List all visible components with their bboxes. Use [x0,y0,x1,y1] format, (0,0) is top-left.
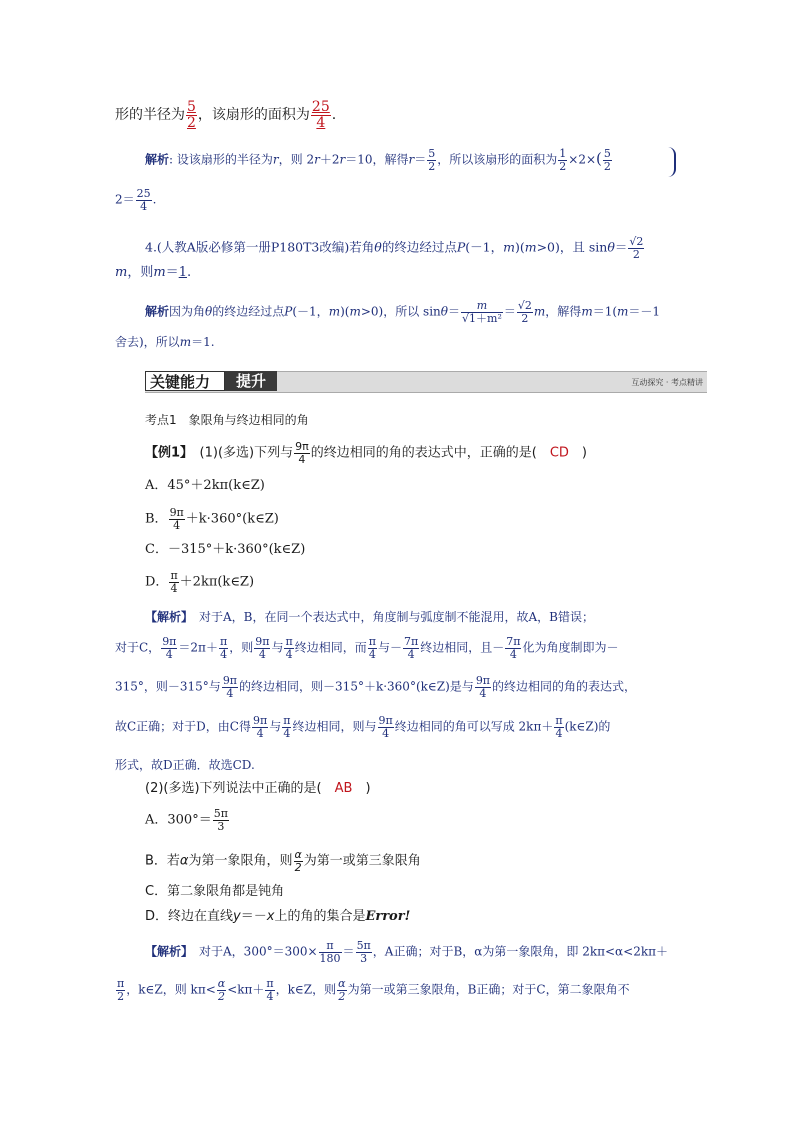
text: )( [514,239,525,255]
text: ，则 [229,640,254,655]
text: ×2× [568,152,597,167]
numerator: 9π [222,674,238,687]
answer: AB [334,781,353,796]
text: D．终边在直线 [145,909,234,924]
section-banner [145,371,707,393]
denominator: 4 [316,114,326,131]
solution-4-line2 [115,336,215,348]
example-2-question [145,782,371,795]
numerator: 9π [378,714,393,727]
text: ＝－ [240,909,267,924]
text: ，k∈Z，则 kπ< [126,982,216,997]
fraction [427,148,436,172]
denominator: 4 [382,726,390,740]
denominator: 4 [509,647,517,661]
var: θ [607,239,615,255]
fraction [461,300,503,324]
option-a: A．45°＋2kπ(k∈Z) [145,478,265,493]
ex2-option-d [145,910,410,923]
numerator: √2 [517,299,532,312]
text: ＋k·360°(k∈Z) [185,511,279,527]
text: )( [340,304,350,319]
numerator: α [338,977,346,990]
answer: 1 [178,265,187,280]
numerator: α [294,848,302,861]
denominator: 2 [603,159,611,173]
numerator: 25 [311,99,330,115]
var: m [115,265,128,280]
text: ) [568,445,587,461]
text: (1)(多选)下列与 [186,445,294,461]
numerator: 9π [253,714,268,727]
denominator: 4 [407,647,415,661]
denominator: √1＋m² [462,311,502,325]
example-1-solution-line2 [115,636,618,660]
text: A．300°＝ [145,812,212,828]
fraction [222,675,238,699]
text: ＝10，解得 [345,152,409,167]
text: 舍去)，所以 [115,335,180,349]
var: r [314,152,320,167]
text: 终边相同，则与 [292,719,377,734]
text: . [331,107,337,124]
numerator: π [219,635,228,648]
text: 故C正确；对于D，由C得 [115,719,251,734]
example-2-solution-line1 [145,940,668,964]
example-2-solution-line2 [115,978,630,1002]
numerator: 9π [162,635,177,648]
text: ，所以该扇形的面积为 [437,152,558,167]
example-1-solution-line4 [115,715,610,739]
example-1-question [145,441,587,465]
numerator: π [285,635,293,648]
fraction [217,978,226,1002]
numerator: 9π [169,506,184,519]
text: (2)(多选)下列说法中正确的是( [145,781,335,796]
text: 315°，则－315°与 [115,679,221,694]
numerator: π [117,977,125,990]
numerator: 5π [356,939,371,952]
denominator: 3 [360,951,368,965]
line-radius-area [115,100,336,130]
text: ＋2kπ(k∈Z) [179,574,255,590]
text: ，A正确；对于B，α为第一象限角，即 2kπ<α<2kπ＋ [372,944,668,959]
numerator: 1 [559,147,567,160]
topic-heading: 考点1 象限角与终边相同的角 [145,413,309,427]
var: r [272,152,279,167]
fraction [356,940,372,964]
numerator: 5 [428,147,436,160]
var: m [524,239,537,255]
text: >0)，且 sin [536,239,608,255]
text: <kπ＋ [227,982,265,997]
text: 的终边相同，则－315°＋k·360°(k∈Z)是与 [239,679,474,694]
banner-subtitle: 提升 [225,371,277,391]
denominator: 2 [338,989,346,1003]
fraction [403,636,419,660]
fraction [169,570,178,594]
numerator: π [319,940,342,953]
text: 终边相同，且－ [420,640,505,655]
denominator: 4 [258,647,266,661]
text: ，则 2 [278,152,315,167]
ex2-option-b [145,849,421,873]
solution-4-line1 [145,300,660,324]
numerator: 5π [213,807,228,820]
denominator: 4 [285,647,293,661]
var: m [533,304,546,319]
denominator: 4 [479,686,487,700]
fraction [558,148,567,172]
solution-1-line1: 解析: 设该扇形的半径为r，则 2r＋2r＝10，解得r＝ $\frac{5}{2}$ ，所以该扇形的面积为 $\frac{1}{2}$ ×2×( $\frac{5}{2}$ [145,147,611,173]
denominator: 4 [298,452,306,466]
text: 的终边经过点 [212,304,285,319]
text: ＝2π＋ [178,640,218,655]
text: . [186,265,192,280]
var: r [408,152,415,167]
denominator: 2 [428,159,436,173]
text: 的终边相同的角的表达式， [492,679,637,694]
text: 上的角的集合是 [274,909,366,924]
option-c: C．－315°＋k·360°(k∈Z) [145,542,306,557]
text: 化为角度制即为－ [522,640,619,655]
var: θ [205,304,213,319]
text: D． [145,574,169,590]
text: ) [352,781,371,796]
fraction [284,636,293,660]
var: x [266,909,275,924]
text: 对于A，300°＝300× [187,944,318,959]
var: m [617,304,629,319]
denominator: 4 [140,199,148,213]
fraction [337,978,346,1002]
denominator: 2 [521,311,529,325]
numerator: 9π [295,440,309,453]
var: P [456,239,466,255]
fraction [136,188,152,212]
denominator: 4 [266,989,274,1003]
text: ，该扇形的面积为 [197,107,310,124]
numerator: 7π [403,635,419,648]
denominator: 2 [187,114,196,131]
denominator: 2 [559,159,567,173]
example-label: 【例1】 [145,445,187,461]
fraction [294,849,303,873]
denominator: 4 [226,686,234,700]
fraction [517,300,533,324]
denominator: 4 [170,581,178,595]
text: 对于A，B，在同一个表达式中，角度制与弧度制不能混用，故A，B错误； [187,610,594,624]
text: 的终边经过点 [381,239,457,255]
banner-tag: 互动探究 · 考点精讲 [631,378,703,387]
denominator: 180 [319,951,341,965]
fraction [265,978,274,1002]
text: ＝ [122,192,135,207]
solution-label: 【解析】 [145,944,188,959]
text: ＝1. [191,335,215,349]
fraction-radius [186,100,197,130]
denominator: 2 [632,247,640,261]
denominator: 2 [117,989,125,1003]
numerator: π [555,714,563,727]
fraction [554,715,563,739]
text: ，则 [127,265,154,280]
numerator: 9π [255,635,270,648]
question-4-line2 [115,266,191,279]
denominator: 4 [555,726,563,740]
var: P [284,304,293,319]
fraction [294,441,310,465]
var: m [153,265,166,280]
numerator: m [461,300,503,313]
text: 形的半径为 [115,107,185,124]
text: 与 [269,719,282,734]
denominator: 4 [173,518,181,532]
example-1-solution-line1 [145,611,594,623]
solution-1-line2 [115,188,156,212]
error-text: Error! [365,909,411,924]
solution-label: 解析 [145,304,170,319]
var: m [503,239,515,255]
option-d [145,570,254,594]
text: 终边相同，而 [294,640,367,655]
text: B．若 [145,853,180,869]
var: m [179,335,192,349]
fraction-area [311,100,331,130]
text: 终边相同的角可以写成 2kπ＋ [394,719,554,734]
text: 为第一或第三象限角，B正确；对于C，第二象限角不 [347,982,630,997]
option-b [145,507,279,531]
fraction [116,978,125,1002]
solution-label: 解析 [145,152,170,167]
numerator: π [368,635,376,648]
fraction [161,636,177,660]
fraction [475,675,491,699]
text: ＝1( [592,304,618,319]
numerator: 25 [136,187,151,200]
example-1-solution-line5: 形式，故D正确．故选CD. [115,758,255,772]
text: . [152,192,157,207]
text: 的终边相同的角的表达式中，正确的是( [310,445,550,461]
denominator: 2 [217,989,225,1003]
var: r [339,152,346,167]
ex2-option-a [145,808,230,832]
fraction [169,507,185,531]
numerator: π [266,977,274,990]
text: ，解得 [545,304,582,319]
fraction [213,808,229,832]
text: ＝ [414,152,427,167]
fraction [603,148,612,172]
var: m [349,304,361,319]
fraction [505,636,521,660]
fraction [254,636,270,660]
fraction [282,715,291,739]
denominator: 4 [368,647,376,661]
text: (－1， [292,304,329,319]
fraction [319,940,342,964]
fraction [252,715,268,739]
example-1-solution-line3 [115,675,636,699]
ex2-option-c: C．第二象限角都是钝角 [145,884,285,899]
text: 为第一或第三象限角 [303,853,421,869]
text: (k∈Z)的 [564,719,611,734]
denominator: 4 [283,726,291,740]
solution-label: 【解析】 [145,610,188,624]
numerator: 9π [475,674,491,687]
text: ＋2 [319,152,340,167]
var: m [581,304,593,319]
denominator: 2 [294,860,302,874]
text: (－1， [465,239,504,255]
text: 2 [115,192,123,207]
fraction [628,236,644,260]
text: 4.(人教A版必修第一册P180T3改编)若角 [145,239,375,255]
question-4-line1 [145,236,645,260]
numerator: α [217,977,226,990]
var: θ [374,239,382,255]
text: : 设该扇形的半径为 [169,152,273,167]
denominator: 4 [165,647,173,661]
numerator: π [170,569,178,582]
banner-title: 关键能力 [145,371,225,391]
numerator: π [283,714,291,727]
denominator: 4 [256,726,264,740]
text: ＝－1 [628,304,661,319]
var: m [328,304,341,319]
bracket-decoration [668,147,676,177]
text: 因为角 [169,304,206,319]
fraction [219,636,228,660]
numerator: 7π [506,635,521,648]
var: y [233,909,241,924]
text: ，k∈Z，则 [275,982,337,997]
denominator: 3 [217,819,225,833]
text: >0)，所以 sin [360,304,441,319]
text: B． [145,511,168,527]
var: α [179,853,189,869]
numerator: 5 [603,147,611,160]
denominator: 4 [220,647,228,661]
text: 与 [271,640,284,655]
numerator: √2 [629,235,644,248]
answer: CD [549,445,569,461]
numerator: 5 [187,99,196,115]
text: ＝ [342,944,355,959]
text: ＝ [165,265,179,280]
var: θ [440,304,448,319]
text: ＝ [448,304,461,319]
text: 为第一象限角，则 [188,853,293,869]
text: 对于C， [115,640,161,655]
text: ＝ [614,239,628,255]
text: 与－ [377,640,402,655]
text: ＝ [503,304,516,319]
fraction [378,715,394,739]
fraction [368,636,377,660]
